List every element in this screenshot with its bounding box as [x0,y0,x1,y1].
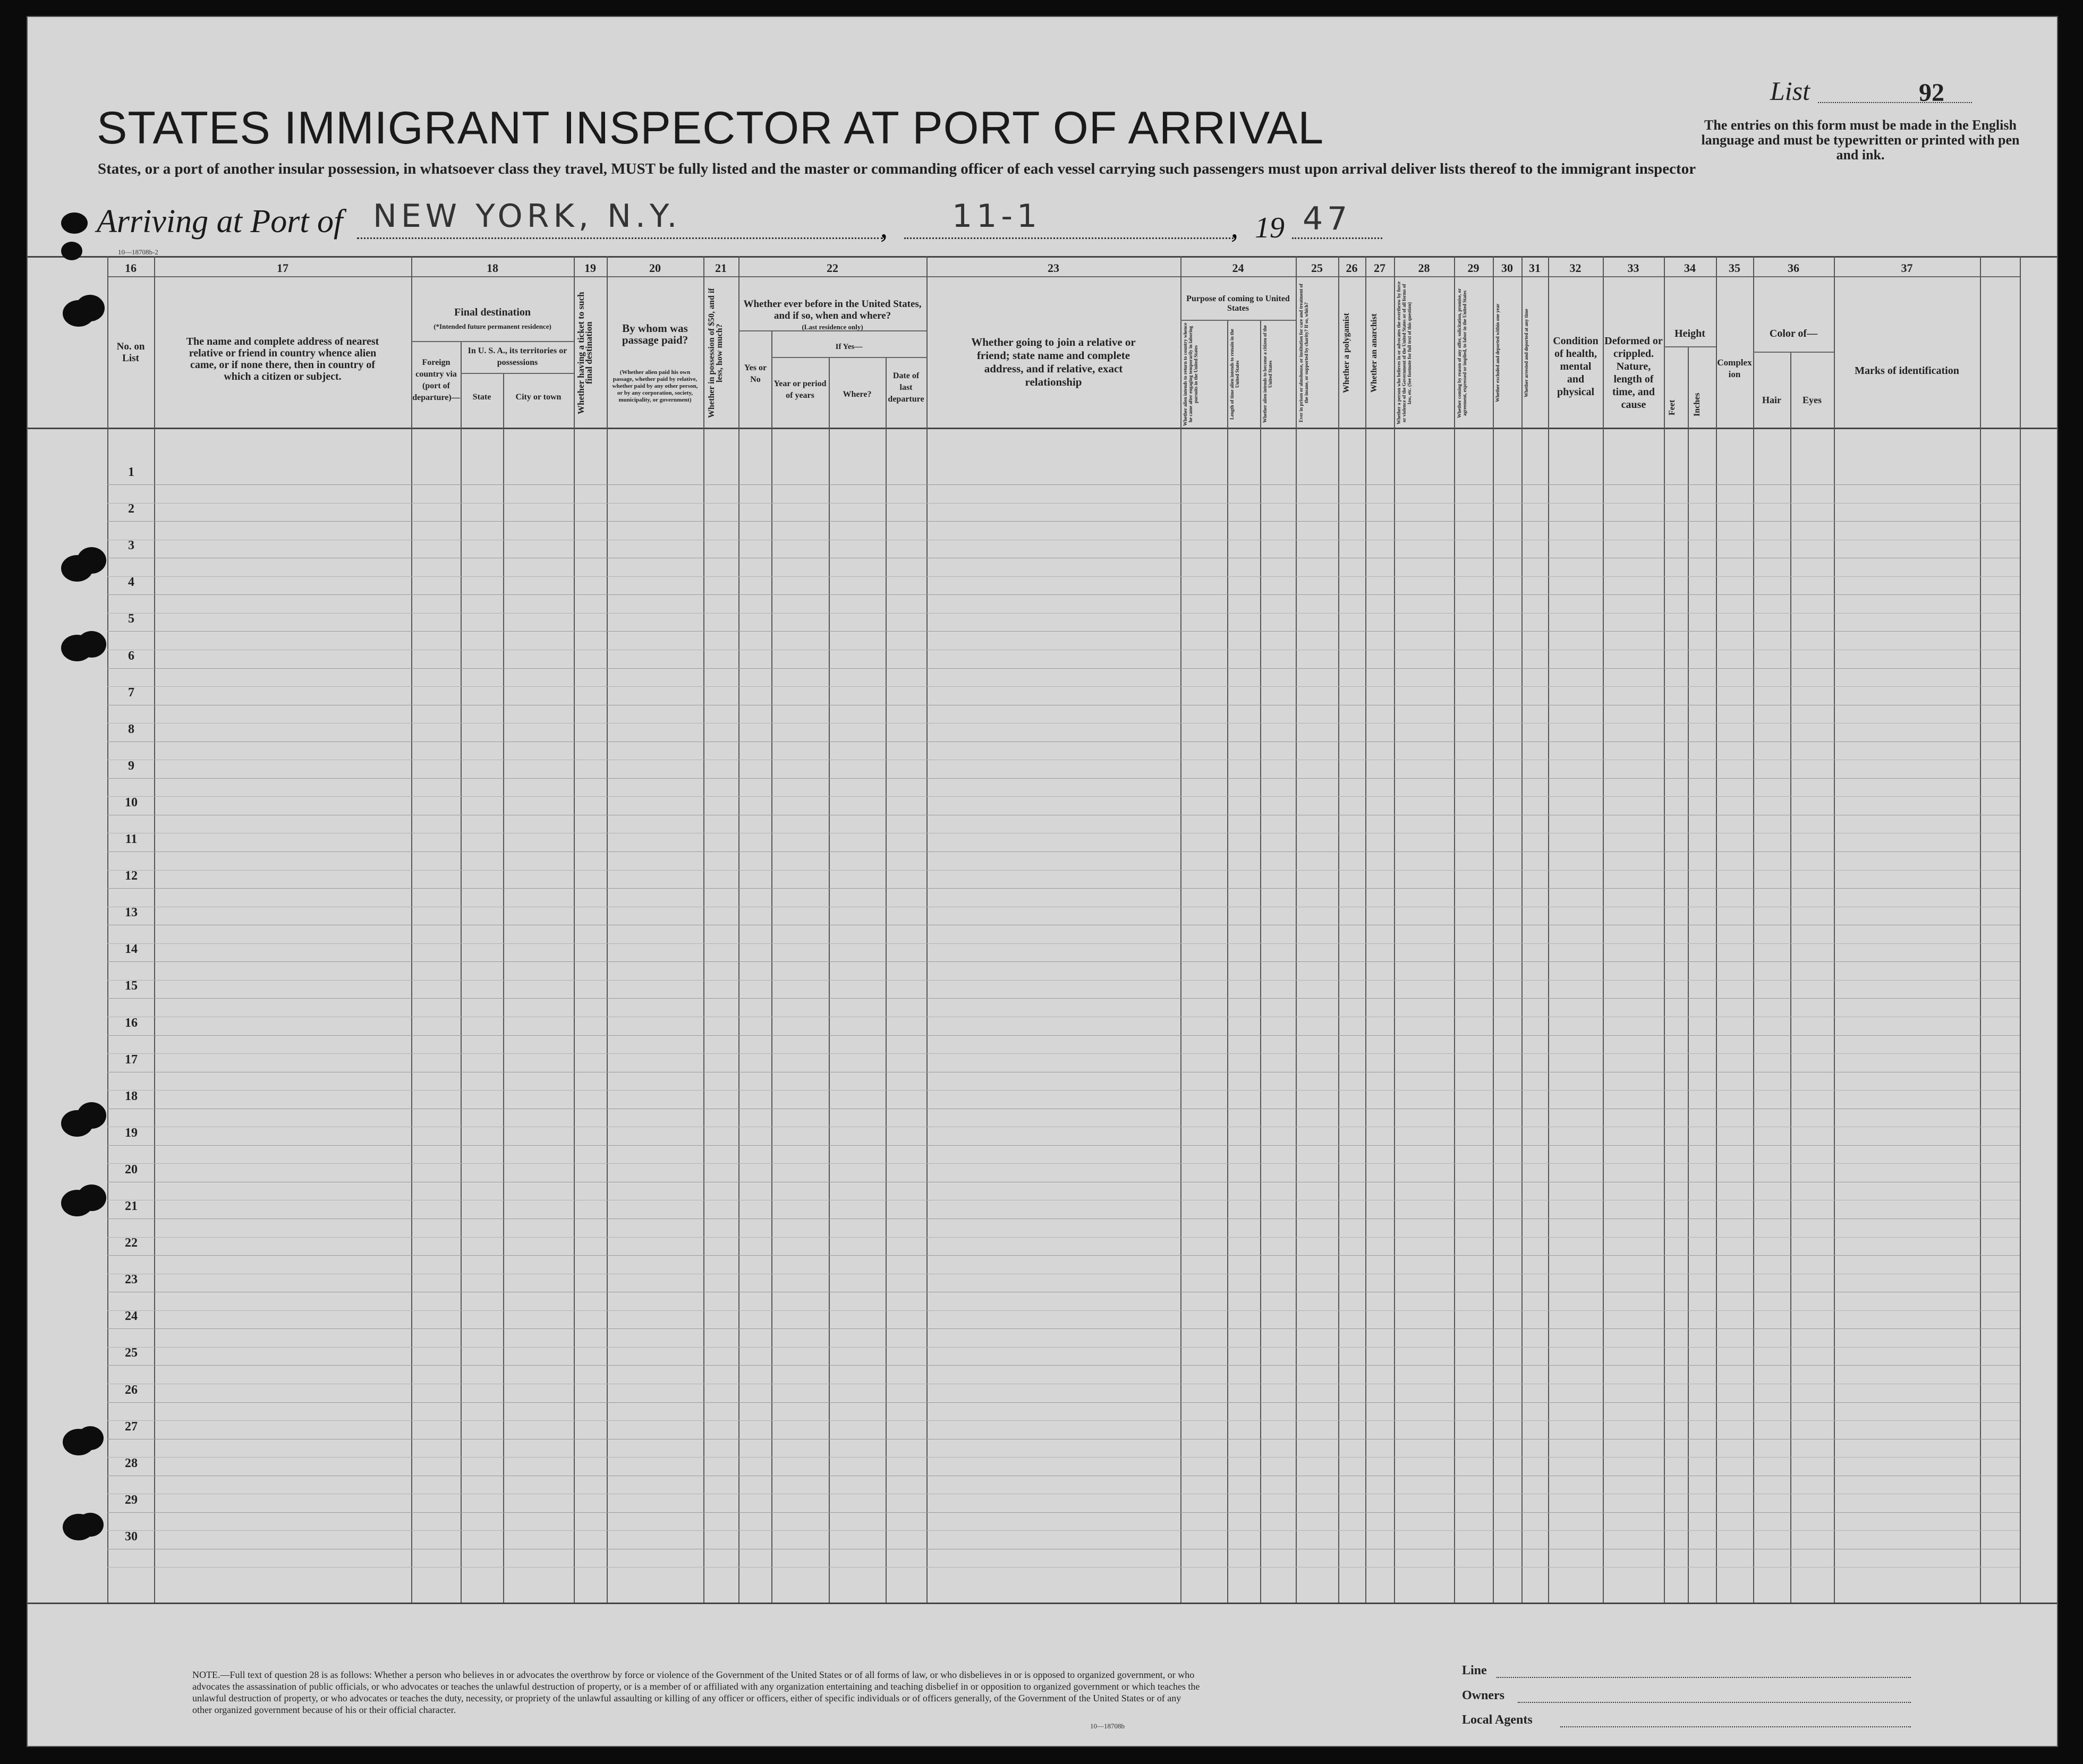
row-half-rule [107,980,2020,981]
row-half-rule [107,1530,2020,1531]
col-line [2020,256,2021,1603]
header-year-period: Year or period of years [773,379,827,400]
header-where: Where? [843,390,872,399]
header-yes-or-no: Yes or No [744,363,767,384]
row-number: 9 [128,759,134,773]
header-purpose-length: Length of time alien intends to remain in the United States [1229,329,1240,420]
header-question-28: Whether a person who believes in or advocates the overthrow by force or violence of the Government of the United States or of all forms of law, etc. (See footnote for full text of this question) [1396,281,1412,425]
punch-hole [75,295,105,321]
col-line [411,256,412,1603]
col-line [107,256,108,1603]
col-line [607,256,608,1603]
row-number: 30 [125,1529,138,1544]
header-if-yes: If Yes— [835,343,863,351]
table-top-rule [28,256,2057,258]
row-number: 4 [128,575,134,590]
row-rule [107,961,2020,962]
subhead-rule [1180,320,1296,321]
colnum-24: 24 [1232,261,1244,275]
header-marks-identification: Marks of identification [1855,365,1959,377]
row-half-rule [107,1237,2020,1238]
header-prison: Ever in prison or almshouse, or institution for care and treatment of the insane, or supported by charity? If so, which? [1298,284,1309,422]
header-height: Height [1674,328,1705,339]
subhead-rule [1664,346,1716,347]
punch-hole [61,212,88,234]
col-line [703,256,704,1603]
col-line [1180,256,1181,1603]
col-line [1296,256,1297,1603]
punch-hole [77,1102,106,1129]
row-number: 12 [125,869,138,883]
row-rule [107,1365,2020,1366]
colnum-23: 23 [1048,261,1059,275]
row-number: 17 [125,1052,138,1067]
header-final-destination-sub: (*Intended future permanent residence) [433,322,551,330]
row-rule [107,1255,2020,1256]
row-number: 27 [125,1419,138,1434]
row-number: 1 [128,465,134,479]
row-rule [107,594,2020,595]
list-number-line [1818,102,1972,103]
line-field [1497,1677,1911,1678]
colnum-18: 18 [487,261,498,275]
row-rule [107,1402,2020,1403]
header-complexion: Complexion [1717,357,1752,379]
header-in-usa: In U. S. A., its territories or possessions [467,346,567,367]
colnum-25: 25 [1311,261,1323,275]
colnum-19: 19 [584,261,596,275]
arriving-label: Arriving at Port of [97,203,343,240]
comma-separator-2: , [1231,211,1238,244]
colnum-33: 33 [1627,261,1639,275]
col-line [1753,256,1754,1603]
header-labor-offer: Whether coming by reason of any offer, solicitation, promise, or agreement, expressed or implied, to labor in the United States [1457,288,1467,418]
col-line [1394,256,1395,1603]
port-line [357,237,883,239]
colnum-34: 34 [1684,261,1696,275]
row-number: 10 [125,795,138,809]
row-half-rule [107,870,2020,871]
header-foreign-country: Foreign country via (port of departure)— [412,358,460,402]
header-purpose-citizen: Whether alien intends to become a citizen of the United States [1262,325,1273,423]
local-agents-field [1560,1726,1911,1727]
row-number: 21 [125,1199,138,1213]
colnum-27: 27 [1374,261,1385,275]
row-number: 23 [125,1273,138,1287]
row-rule [107,888,2020,889]
col-line [1493,256,1494,1603]
list-label: List [1770,76,1810,106]
header-fifty-dollars: Whether in possession of $50, and if less, how much? [707,288,724,418]
row-number: 20 [125,1162,138,1177]
colnum-32: 32 [1569,261,1582,275]
punch-hole [77,547,106,574]
subhead-rule [771,357,926,358]
row-number: 13 [125,906,138,920]
col-line [1548,256,1549,1603]
colnum-36: 36 [1788,261,1799,275]
header-city-or-town: City or town [515,393,562,402]
colnum-29: 29 [1467,261,1480,275]
colnum-22: 22 [827,261,838,275]
header-final-destination: Final destination [454,306,531,318]
local-agents-label: Local Agents [1462,1713,1533,1727]
row-number: 8 [128,722,134,736]
col-line [1454,256,1455,1603]
row-number: 14 [125,942,138,957]
row-rule [107,668,2020,669]
footnote-question-28: NOTE.—Full text of question 28 is as follows: Whether a person who believes in or advocates the overthrow by force or violence of the Government of the United States or of all forms of law, or who disbelieves in or is opposed to organized government, or who advocates the assassination of public officials, or who advocates or teaches the unlawful destruction of property, or is a member of or affiliated with any organization entertaining and teaching disbelief in or opposition to organized government or which teaches the unlawful destruction of property, or who advocates or teaches the duty, necessity, or propriety of the unlawful assaulting or killing of any officer or officers, either of specific individuals or of officers generally, of the Government of the United States or of any other organized government because of his or their official character. [192,1669,1200,1715]
col-line [1521,256,1523,1603]
header-passage-paid-sub: (Whether alien paid his own passage, whether paid by relative, whether paid by any other person, or by any corporation, society, municipality, or government) [612,369,698,403]
colnum-35: 35 [1729,261,1740,275]
colnum-30: 30 [1501,261,1513,275]
row-half-rule [107,1310,2020,1311]
row-rule [107,1145,2020,1146]
header-anarchist: Whether an anarchist [1370,313,1379,393]
row-number: 6 [128,649,134,663]
colnum-20: 20 [649,261,661,275]
colnum-31: 31 [1529,261,1541,275]
row-number: 7 [128,685,134,700]
col-line [461,341,462,1603]
header-ticket: Whether having a ticket to such final destination [576,292,594,414]
header-feet: Feet [1668,399,1677,415]
form-subtitle: States, or a port of another insular possession, in whatsoever class they travel, MUST be fully listed and the master or commanding officer of each vessel carrying such passengers must upon arrival deliver lists thereof to the immigrant inspector [98,160,1696,177]
header-passage-paid: By whom was passage paid? [622,322,688,346]
col-line [1716,256,1717,1603]
list-number: 92 [1919,79,1944,107]
footer-form-number: 10—18708b [1090,1722,1125,1730]
row-half-rule [107,1163,2020,1164]
subhead-rule [461,373,574,374]
col-line [574,256,575,1603]
table-bottom-rule [28,1603,2057,1604]
colnum-28: 28 [1418,261,1430,275]
row-number: 29 [125,1493,138,1507]
form-number: 10—18708b-2 [118,248,158,256]
year-suffix: 47 [1303,200,1352,237]
row-half-rule [107,503,2020,504]
colnum-16: 16 [125,261,137,275]
row-number: 3 [128,539,134,553]
punch-hole [77,631,106,658]
date-value: 11-1 [952,198,1042,235]
punch-hole [61,242,82,260]
header-arrested: Whether arrested and deported at any time [1524,309,1529,397]
header-eyes: Eyes [1803,395,1822,405]
row-number: 28 [125,1456,138,1470]
row-number: 22 [125,1236,138,1250]
owners-label: Owners [1462,1689,1504,1702]
col-line [1688,346,1689,1603]
row-number: 5 [128,612,134,626]
col-line [1980,256,1981,1603]
subhead-rule [1753,352,1834,353]
col-line [1664,256,1665,1603]
comma-separator: , [880,211,888,244]
line-label: Line [1462,1664,1487,1677]
row-half-rule [107,943,2020,944]
owners-field [1518,1702,1911,1703]
row-rule [107,484,2020,485]
header-date-last-departure: Date of last departure [888,371,924,404]
year-line [1292,237,1382,239]
column-number-rule [107,276,2020,277]
header-purpose: Purpose of coming to United States [1186,294,1290,313]
row-half-rule [107,576,2020,577]
header-deformed: Deformed or crippled. Nature, length of time, and cause [1604,335,1663,411]
date-line [904,237,1234,239]
row-number: 18 [125,1089,138,1103]
row-rule [107,1035,2020,1036]
row-half-rule [107,686,2020,687]
col-line [154,256,155,1603]
header-no-on-list: No. on List [116,341,145,364]
col-line [1603,256,1604,1603]
colnum-17: 17 [277,261,288,275]
col-line [738,256,739,1603]
header-inches: Inches [1693,393,1702,417]
row-number: 19 [125,1126,138,1140]
colnum-37: 37 [1901,261,1913,275]
form-title: STATES IMMIGRANT INSPECTOR AT PORT OF ARRIVAL [97,103,1324,154]
header-hair: Hair [1762,395,1781,405]
header-polygamist: Whether a polygamist [1342,313,1351,393]
row-number: 15 [125,979,138,993]
col-line [926,256,928,1603]
header-state: State [472,393,491,402]
col-line [1834,256,1835,1603]
row-rule [107,521,2020,522]
col-line [1338,256,1339,1603]
row-half-rule [107,796,2020,797]
header-nearest-relative: The name and complete address of nearest relative or friend in country whence alien came, or if none there, then in country of which a citizen or subject. [186,336,379,382]
header-ever-before: Whether ever before in the United States, and if so, when and where? [743,299,922,321]
col-line [1365,256,1366,1603]
row-rule [107,778,2020,779]
header-last-residence: (Last residence only) [802,323,863,331]
header-excluded: Whether excluded and deported within one year [1495,303,1500,403]
row-half-rule [107,1457,2020,1458]
row-number: 11 [125,832,138,846]
row-rule [107,1512,2020,1513]
year-prefix: 19 [1255,211,1285,244]
row-number: 2 [128,502,134,516]
row-rule [107,631,2020,632]
header-purpose-return: Whether alien intends to return to country whence he came after engaging temporarily in laboring pursuits in the United States [1183,322,1198,426]
row-rule [107,1218,2020,1219]
header-going-to-join: Whether going to join a relative or friend; state name and complete address, and if relative, exact relationship [971,336,1136,388]
row-number: 26 [125,1383,138,1397]
row-rule [107,998,2020,999]
row-number: 24 [125,1309,138,1324]
punch-hole [77,1426,104,1450]
row-number: 16 [125,1016,138,1030]
row-number: 25 [125,1346,138,1360]
header-health: Condition of health, mental and physical [1553,335,1599,398]
row-half-rule [107,1347,2020,1348]
subhead-rule [411,341,574,342]
row-half-rule [107,1053,2020,1054]
punch-hole [77,1513,104,1537]
punch-hole [77,1184,106,1211]
port-value: NEW YORK, N.Y. [373,198,682,235]
header-color-of: Color of— [1769,328,1818,339]
header-bottom-rule [28,428,2057,429]
manifest-sheet [27,16,2058,1747]
row-half-rule [107,1420,2020,1421]
colnum-21: 21 [715,261,727,275]
row-rule [107,851,2020,852]
colnum-26: 26 [1346,261,1358,275]
entries-note: The entries on this form must be made in the English language and must be typewritten or printed with pen and ink. [1701,117,2020,163]
row-rule [107,1328,2020,1329]
